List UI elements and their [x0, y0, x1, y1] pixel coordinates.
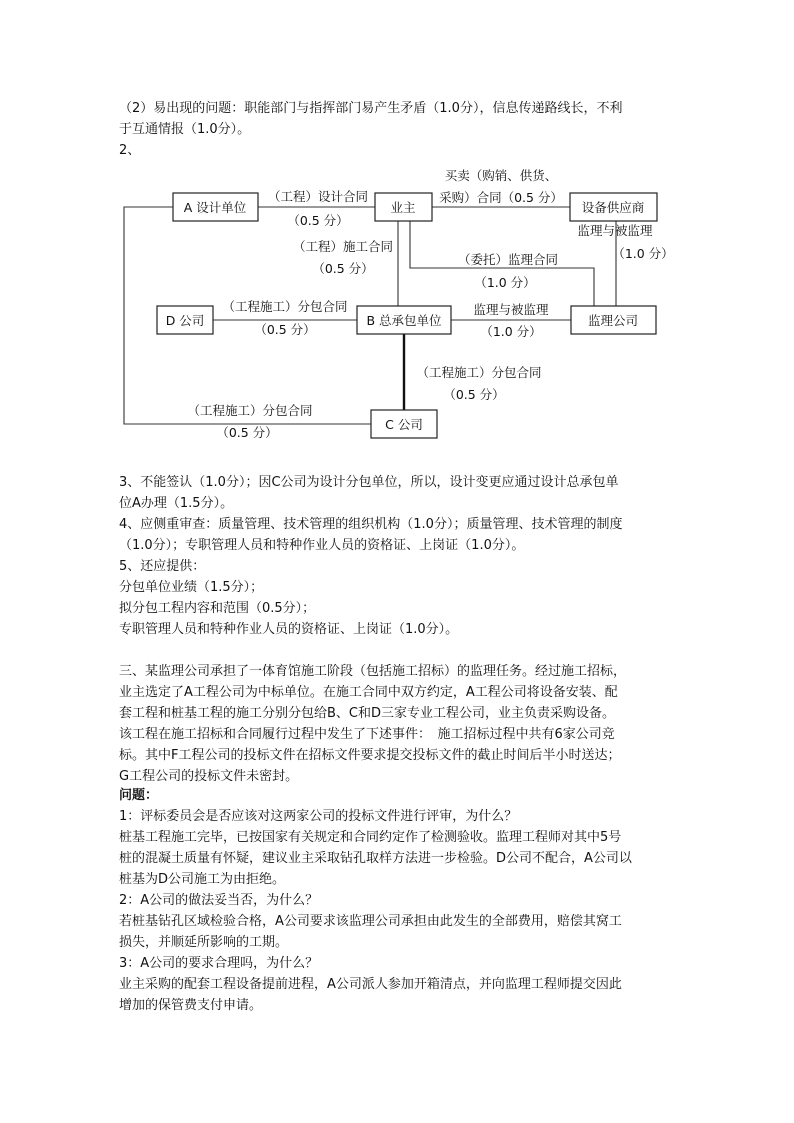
text-line: 3、不能签认（1.0分）；因C公司为设计分包单位，所以，设计变更应通过设计总承包单 [119, 475, 619, 490]
node-label: D 公司 [165, 313, 205, 328]
text-line: 三、某监理公司承担了一体育馆施工阶段（包括施工招标）的监理任务。经过施工招标， [119, 664, 627, 679]
edge-label: （1.0 分） [480, 324, 542, 339]
question-line: 1：评标委员会是否应该对这两家公司的投标文件进行评审，为什么？ [119, 809, 518, 824]
edge-label: 买卖（购销、供货、 [444, 168, 558, 183]
node-supplier [570, 193, 657, 221]
node-label: 设备供应商 [581, 200, 645, 215]
edge-label: （0.5 分） [287, 213, 349, 228]
edge-label: （0.5 分） [254, 322, 316, 337]
text-line: 桩基为D公司施工为由拒绝。 [119, 872, 286, 887]
edge-label: （工程）设计合同 [267, 189, 369, 204]
node-owner [375, 193, 432, 221]
text-line: 拟分包工程内容和范围（0.5分）； [119, 601, 316, 616]
edge-label: （1.0 分） [474, 275, 536, 290]
node-supervision [571, 306, 656, 334]
edge-label: （0.5 分） [312, 261, 374, 276]
edge-label: （0.5 分） [443, 387, 505, 402]
text-line: 桩的混凝土质量有怀疑，建议业主采取钻孔取样方法进一步检验。D公司不配合，A公司以 [119, 851, 632, 866]
edge-label: （委托）监理合同 [457, 252, 559, 267]
edge-label: （工程施工）分包合同 [187, 403, 313, 418]
questions-heading: 问题： [119, 788, 159, 803]
edge-label: 采购）合同（0.5 分） [439, 190, 563, 205]
text-line: 业主选定了A工程公司为中标单位。在施工合同中双方约定，A工程公司将设备安装、配 [119, 685, 618, 700]
text-line: 5、还应提供： [119, 559, 206, 574]
text-line: 于互通情报（1.0分）。 [119, 122, 251, 137]
text-line: G工程公司的投标文件未密封。 [119, 769, 299, 784]
text-line: 分包单位业绩（1.5分）； [119, 580, 264, 595]
text-line: 套工程和桩基工程的施工分别分包给B、C和D三家专业工程公司，业主负责采购设备。 [119, 706, 616, 721]
edge-label: （0.5 分） [216, 425, 278, 440]
node-label: C 公司 [385, 417, 423, 432]
node-label: 业主 [390, 200, 416, 215]
node-d-company [157, 306, 213, 334]
edge-label: 监理与被监理 [473, 302, 549, 317]
text-line: （2）易出现的问题：职能部门与指挥部门易产生矛盾（1.0分），信息传递路线长，不利 [119, 101, 623, 116]
node-b-general [357, 306, 451, 334]
text-line: 专职管理人员和特种作业人员的资格证、上岗证（1.0分）。 [119, 622, 459, 637]
node-label: B 总承包单位 [366, 313, 442, 328]
node-label: A 设计单位 [183, 200, 247, 215]
edge-label: （工程施工）分包合同 [416, 365, 542, 380]
node-label: 监理公司 [587, 313, 639, 328]
text-line: 4、应侧重审查：质量管理、技术管理的组织机构（1.0分）；质量管理、技术管理的制度 [119, 517, 623, 532]
question-line: 3：A公司的要求合理吗，为什么？ [119, 956, 319, 971]
edge-label: 监理与被监理 [577, 223, 653, 238]
text-line: 桩基工程施工完毕，已按国家有关规定和合同约定作了检测验收。监理工程师对其中5号 [119, 830, 622, 845]
node-a-design [173, 193, 258, 221]
text-line: 2、 [119, 143, 141, 158]
text-line: 增加的保管费支付申请。 [119, 998, 263, 1013]
question-line: 2：A公司的做法妥当否，为什么？ [119, 893, 319, 908]
text-line: 若桩基钻孔区域检验合格，A公司要求该监理公司承担由此发生的全部费用，赔偿其窝工 [119, 914, 622, 929]
edge-label: （工程）施工合同 [292, 239, 394, 254]
text-line: 损失，并顺延所影响的工期。 [119, 935, 289, 950]
text-line: 业主采购的配套工程设备提前进程，A公司派人参加开箱清点，并向监理工程师提交因此 [119, 977, 622, 992]
text-line: 位A办理（1.5分）。 [119, 496, 234, 511]
edge-label: （1.0 分） [612, 246, 674, 261]
text-line: 标。其中F工程公司的投标文件在招标文件要求提交投标文件的截止时间后半小时送达； [119, 748, 621, 763]
node-c-company [371, 410, 437, 438]
text-line: 该工程在施工招标和合同履行过程中发生了下述事件： 施工招标过程中共有6家公司竞 [119, 727, 615, 742]
text-line: （1.0分）；专职管理人员和特种作业人员的资格证、上岗证（1.0分）。 [119, 538, 525, 553]
edge-label: （工程施工）分包合同 [222, 299, 348, 314]
